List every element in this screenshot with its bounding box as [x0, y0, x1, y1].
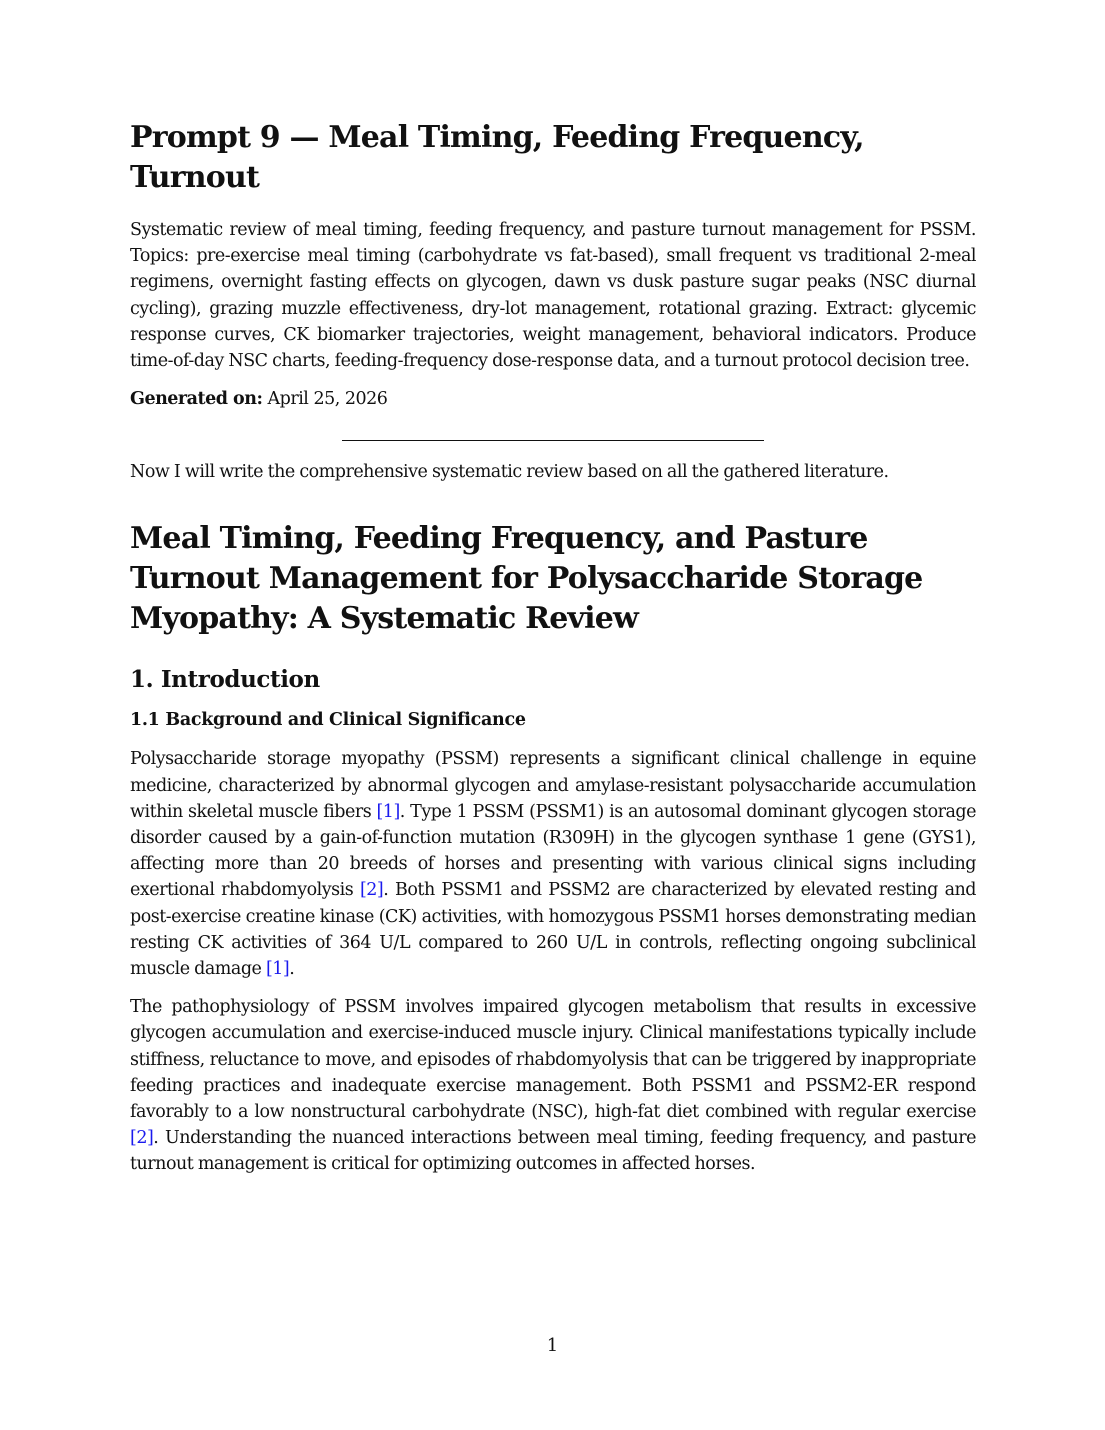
horizontal-rule [342, 440, 764, 441]
citation-link[interactable]: [2] [359, 880, 384, 901]
page-number: 1 [546, 1335, 559, 1356]
prompt-title: Prompt 9 — Meal Timing, Feeding Frequency, Turnout [130, 120, 864, 195]
article-title: Meal Timing, Feeding Frequency, and Pasture Turnout Management for Polysaccharide Storage Myopathy: A Systematic Review [130, 521, 923, 637]
section-heading-introduction: 1. Introduction [130, 666, 320, 694]
paragraph-text: The pathophysiology of PSSM involves impaired glycogen metabolism that results in excessive glycogen accumulation and exercise-induced muscle injury. Clinical manifestations typically include stiffness, reluctance to move, and episodes of rhabdomyolysis that can be triggered by inappropriate feeding practices and inadequate exercise management. Both PSSM1 and PSSM2-ER respond favorably to a low nonstructural carbohydrate (NSC), high-fat diet combined with regular exercise [130, 997, 976, 1123]
paragraph-text: . Understanding the nuanced interactions between meal timing, feeding frequency, and pasture turnout management is critical for optimizing outcomes in affected horses. [130, 1128, 976, 1175]
generated-date: April 25, 2026 [267, 389, 388, 410]
paragraph-text: . Both PSSM1 and PSSM2 are characterized by elevated resting and post-exercise creatine kinase (CK) activities, with homozygous PSSM1 horses demonstrating median resting CK activities of 364 U/L compared to 260 U/L in controls, reflecting ongoing subclinical muscle damage [130, 880, 977, 980]
citation-link[interactable]: [1] [376, 801, 400, 822]
citation-link[interactable]: [2] [130, 1128, 154, 1149]
paragraph-background-2 [130, 994, 976, 1177]
subsection-heading-background: 1.1 Background and Clinical Significance [130, 710, 526, 731]
paragraph-text: . [289, 959, 295, 980]
paragraph-text: . Type 1 PSSM (PSSM1) is an autosomal dominant glycogen storage disorder caused by a gain-of-function mutation (R309H) in the glycogen synthase 1 gene (GYS1), affecting more than 20 breeds of horses and presenting with various clinical signs including exertional rhabdomyolysis [130, 801, 976, 901]
paragraph-background-1 [130, 746, 976, 982]
generated-on-line [130, 386, 976, 412]
generated-label: Generated on: [130, 389, 263, 410]
paragraph-text: Polysaccharide storage myopathy (PSSM) represents a significant clinical challenge in equine medicine, characterized by abnormal glycogen and amylase-resistant polysaccharide accumulation within skeletal muscle fibers [130, 749, 976, 822]
citation-link[interactable]: [1] [265, 959, 290, 980]
intro-sentence: Now I will write the comprehensive systematic review based on all the gathered literature. [130, 462, 889, 483]
page-content [130, 118, 976, 1190]
prompt-description: Systematic review of meal timing, feeding frequency, and pasture turnout management for PSSM. Topics: pre-exercise meal timing (carbohydrate vs fat-based), small frequent vs traditional 2-meal regimens, overnight fasting effects on glycogen, dawn vs dusk pasture sugar peaks (NSC diurnal cycling), grazing muzzle effectiveness, dry-lot management, rotational grazing. Extract: glycemic response curves, CK biomarker trajectories, weight management, behavioral indicators. Produce time-of-day NSC charts, feeding-frequency dose-response data, and a turnout protocol decision tree. [130, 220, 976, 372]
